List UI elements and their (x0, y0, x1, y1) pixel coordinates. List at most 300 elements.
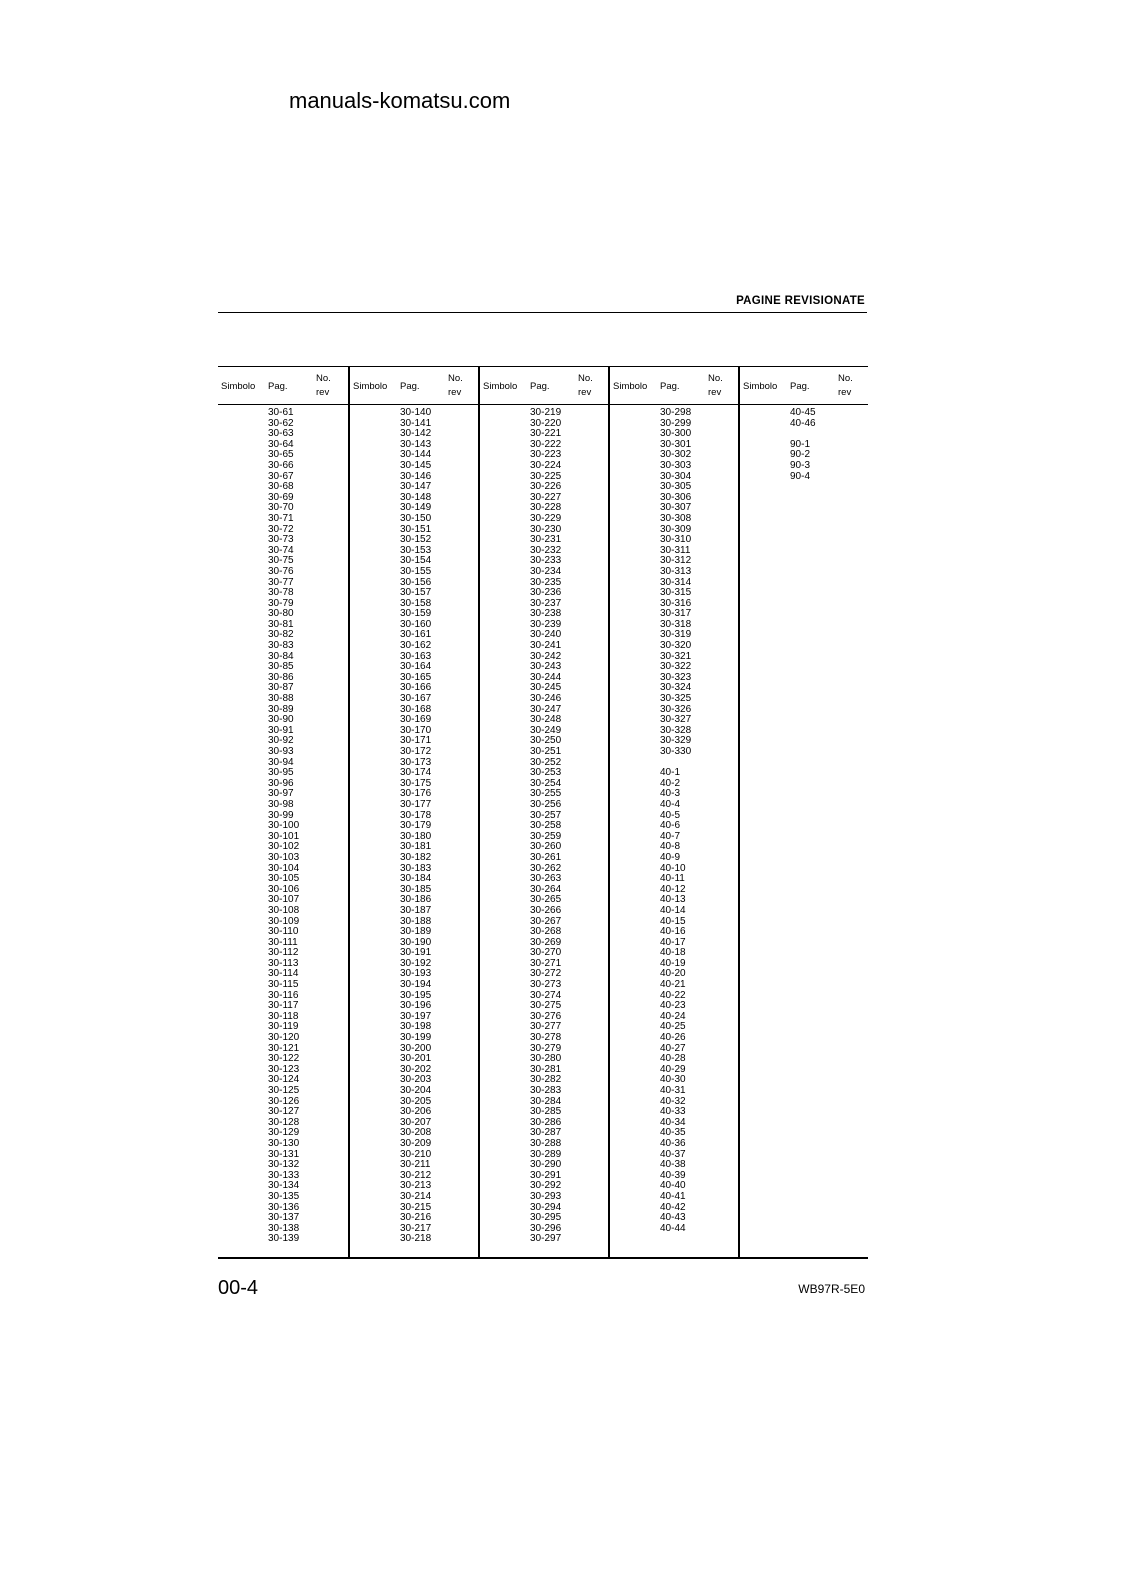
page-entry: 30-63 (268, 428, 294, 440)
page-entry: 30-77 (268, 576, 294, 588)
page-entry: 30-70 (268, 502, 294, 514)
page-entry: 30-150 (400, 512, 432, 524)
page-list (790, 408, 816, 482)
page-entry: 30-276 (530, 1010, 562, 1022)
page-entry: 30-254 (530, 777, 562, 789)
page-entry: 30-118 (268, 1010, 299, 1022)
page-entry: 30-226 (530, 481, 562, 493)
page-entry: 30-256 (530, 798, 562, 810)
header-rev-no: No. rev (838, 373, 853, 398)
page-entry: 30-328 (660, 724, 692, 736)
page-entry: 30-212 (400, 1169, 432, 1181)
page-entry: 30-136 (268, 1201, 300, 1213)
page-entry: 30-232 (530, 544, 562, 556)
page-entry: 30-227 (530, 491, 562, 503)
page-entry: 30-215 (400, 1201, 432, 1213)
page-entry: 30-236 (530, 587, 562, 599)
page-entry: 30-91 (268, 724, 294, 736)
page-entry: 30-89 (268, 703, 294, 715)
column-header (740, 367, 868, 405)
page-entry: 30-69 (268, 491, 294, 503)
page-entry: 30-106 (268, 883, 300, 895)
page-entry: 30-224 (530, 459, 562, 471)
page-entry: 30-248 (530, 714, 562, 726)
page-entry: 40-16 (660, 926, 686, 938)
page-entry: 30-166 (400, 682, 432, 694)
header-symbol: Simbolo (743, 381, 778, 392)
page-entry: 30-103 (268, 851, 300, 863)
page-entry: 30-293 (530, 1190, 562, 1202)
page-entry: 30-170 (400, 724, 432, 736)
page-entry: 40-32 (660, 1095, 686, 1107)
page-entry: 30-320 (660, 640, 692, 652)
page-entry: 30-98 (268, 798, 294, 810)
header-symbol: Simbolo (353, 381, 388, 392)
page-entry: 30-161 (400, 629, 432, 641)
page-entry: 30-213 (400, 1180, 432, 1192)
header-symbol: Simbolo (483, 381, 518, 392)
page-entry: 30-295 (530, 1212, 562, 1224)
page-entry: 30-134 (268, 1180, 300, 1192)
header-page: Pag. (268, 381, 288, 392)
page-entry: 30-237 (530, 597, 562, 609)
header-rev-no: No. rev (448, 373, 463, 398)
page-entry: 30-296 (530, 1222, 562, 1234)
page-entry: 30-292 (530, 1180, 562, 1192)
page-entry: 40-26 (660, 1032, 686, 1044)
page-entry: 30-327 (660, 714, 692, 726)
page-entry: 30-306 (660, 491, 692, 503)
page-entry: 40-17 (660, 936, 686, 948)
page-entry: 30-147 (400, 481, 432, 493)
page-entry: 30-78 (268, 587, 294, 599)
page-entry: 30-201 (400, 1053, 432, 1065)
page-entry: 30-164 (400, 661, 432, 673)
page-entry: 30-152 (400, 534, 432, 546)
page-entry: 30-151 (400, 523, 432, 535)
page-entry: 30-183 (400, 862, 432, 874)
page-entry: 30-180 (400, 830, 432, 842)
page-entry: 40-35 (660, 1127, 686, 1139)
page-entry: 30-316 (660, 597, 692, 609)
page-entry: 30-155 (400, 565, 432, 577)
page-entry: 30-182 (400, 851, 432, 863)
page-entry: 90-2 (790, 449, 811, 461)
page-entry: 30-210 (400, 1148, 432, 1160)
page-entry: 30-171 (400, 735, 432, 747)
page-entry: 30-284 (530, 1095, 562, 1107)
page-entry: 40-34 (660, 1116, 686, 1128)
page-entry: 30-262 (530, 862, 562, 874)
page-entry: 30-195 (400, 989, 432, 1001)
page-entry: 30-267 (530, 915, 562, 927)
table-column-3 (478, 367, 608, 1257)
page-entry: 30-204 (400, 1085, 432, 1096)
page-entry: 30-250 (530, 735, 562, 747)
page-entry: 30-287 (530, 1127, 562, 1139)
watermark: manuals-komatsu.com (289, 88, 511, 113)
header-symbol: Simbolo (613, 381, 648, 392)
page-entry: 40-27 (660, 1042, 686, 1054)
page-entry: 30-137 (268, 1212, 300, 1224)
page-entry: 40-36 (660, 1137, 686, 1149)
page-entry: 40-31 (660, 1085, 686, 1096)
page-entry: 30-311 (660, 544, 691, 556)
page-entry: 30-126 (268, 1095, 300, 1107)
page-entry: 30-68 (268, 481, 294, 493)
page-entry: 30-133 (268, 1169, 300, 1181)
page-entry: 30-119 (268, 1021, 299, 1033)
page-entry: 30-109 (268, 915, 300, 927)
page-entry: 30-241 (530, 640, 562, 652)
page-entry: 30-329 (660, 735, 692, 747)
page-entry: 30-308 (660, 512, 692, 524)
page-list (400, 408, 431, 1245)
page-entry: 30-263 (530, 873, 562, 885)
page-entry: 30-123 (268, 1063, 300, 1075)
page-entry: 30-242 (530, 650, 562, 662)
page-entry: 40-4 (660, 798, 681, 810)
page-entry: 30-125 (268, 1085, 300, 1096)
page-entry: 40-5 (660, 809, 681, 821)
page-entry: 30-252 (530, 756, 562, 768)
page-entry: 30-142 (400, 428, 432, 440)
page-entry: 30-211 (400, 1159, 431, 1171)
header-page: Pag. (660, 381, 680, 392)
page-entry: 30-86 (268, 671, 294, 683)
page-entry: 40-6 (660, 820, 681, 832)
page-list (660, 408, 691, 1234)
page-entry: 30-265 (530, 894, 562, 906)
page-entry: 30-239 (530, 618, 562, 630)
header-rev-no: No. rev (316, 373, 331, 398)
page-entry: 30-229 (530, 512, 562, 524)
page-entry: 30-291 (530, 1169, 562, 1181)
page-entry: 30-307 (660, 502, 692, 514)
page-entry: 40-24 (660, 1010, 686, 1022)
page-entry: 30-218 (400, 1233, 432, 1245)
page-entry: 30-159 (400, 608, 432, 620)
page-entry: 30-111 (268, 936, 298, 948)
page-entry: 30-247 (530, 703, 562, 715)
page-entry: 30-105 (268, 873, 300, 885)
page-entry: 30-130 (268, 1137, 300, 1149)
page-entry: 30-129 (268, 1127, 300, 1139)
page-entry: 30-323 (660, 671, 692, 683)
page-entry: 30-177 (400, 798, 432, 810)
page-entry: 30-192 (400, 957, 432, 969)
page-entry: 30-156 (400, 576, 432, 588)
page-entry: 30-259 (530, 830, 562, 842)
page-entry: 30-85 (268, 661, 294, 673)
page-entry: 30-260 (530, 841, 562, 853)
page-entry: 40-28 (660, 1053, 686, 1065)
page-entry: 30-273 (530, 979, 562, 991)
page-entry: 30-223 (530, 449, 562, 461)
page-entry: 30-205 (400, 1095, 432, 1107)
page-entry: 30-209 (400, 1137, 432, 1149)
column-header (350, 367, 478, 405)
page-entry: 30-174 (400, 767, 432, 779)
page-entry: 30-264 (530, 883, 562, 895)
page-entry: 30-168 (400, 703, 432, 715)
page-number: 00-4 (218, 1277, 259, 1299)
page-entry: 30-67 (268, 470, 294, 482)
page-entry: 30-321 (660, 650, 692, 662)
page-entry: 30-228 (530, 502, 562, 514)
page-entry: 30-290 (530, 1159, 562, 1171)
page-entry: 40-14 (660, 904, 686, 916)
page-entry: 30-214 (400, 1190, 432, 1202)
header-rev-no: No. rev (708, 373, 723, 398)
page-entry: 30-116 (268, 989, 299, 1001)
page-entry: 30-128 (268, 1116, 300, 1128)
page-entry: 30-235 (530, 576, 562, 588)
page-entry: 40-30 (660, 1074, 686, 1086)
page-entry: 40-12 (660, 883, 686, 895)
page-entry: 30-305 (660, 481, 692, 493)
page-entry: 30-61 (268, 407, 294, 418)
page-entry: 30-249 (530, 724, 562, 736)
page-entry: 30-80 (268, 608, 294, 620)
page-entry: 30-95 (268, 767, 294, 779)
page-entry: 40-15 (660, 915, 686, 927)
page-entry: 40-9 (660, 851, 681, 863)
page-entry: 40-29 (660, 1063, 686, 1075)
header-page: Pag. (530, 381, 550, 392)
page-entry: 30-138 (268, 1222, 300, 1234)
page-entry: 30-94 (268, 756, 294, 768)
page-entry: 30-65 (268, 449, 294, 461)
page-entry: 30-309 (660, 523, 692, 535)
page-entry: 30-96 (268, 777, 294, 789)
page-entry: 30-277 (530, 1021, 562, 1033)
page-entry: 30-271 (530, 957, 562, 969)
page-entry: 30-115 (268, 979, 299, 991)
page-entry: 30-188 (400, 915, 432, 927)
page-entry: 40-33 (660, 1106, 686, 1118)
page-entry: 30-108 (268, 904, 300, 916)
page-entry: 30-326 (660, 703, 692, 715)
page-entry: 30-92 (268, 735, 294, 747)
page-entry: 30-275 (530, 1000, 562, 1012)
page-entry: 30-297 (530, 1233, 562, 1245)
page-entry: 30-149 (400, 502, 432, 514)
page-entry: 30-84 (268, 650, 294, 662)
page-entry: 30-304 (660, 470, 692, 482)
page-entry: 30-135 (268, 1190, 300, 1202)
page-entry: 30-158 (400, 597, 432, 609)
page-entry: 30-169 (400, 714, 432, 726)
page-entry: 30-253 (530, 767, 562, 779)
page-entry: 30-200 (400, 1042, 432, 1054)
page-entry: 30-121 (268, 1042, 300, 1054)
page-entry: 30-199 (400, 1032, 432, 1044)
page-entry: 30-301 (660, 438, 692, 450)
page-entry: 30-278 (530, 1032, 562, 1044)
page-entry: 30-234 (530, 565, 562, 577)
page-entry: 30-163 (400, 650, 432, 662)
page-entry: 30-141 (400, 417, 432, 429)
page-entry: 40-40 (660, 1180, 686, 1192)
page-entry: 30-230 (530, 523, 562, 535)
page-entry: 40-11 (660, 873, 685, 885)
page-entry: 30-258 (530, 820, 562, 832)
page-entry: 30-272 (530, 968, 562, 980)
page-entry: 30-244 (530, 671, 562, 683)
page-entry: 30-302 (660, 449, 692, 461)
page-entry: 30-176 (400, 788, 432, 800)
page-entry: 30-124 (268, 1074, 300, 1086)
page-entry: 30-100 (268, 820, 300, 832)
page-entry: 40-10 (660, 862, 686, 874)
page-entry: 30-175 (400, 777, 432, 789)
header-page: Pag. (790, 381, 810, 392)
page-entry: 30-233 (530, 555, 562, 567)
page-entry: 30-186 (400, 894, 432, 906)
page-entry: 30-289 (530, 1148, 562, 1160)
page-entry: 30-114 (268, 968, 299, 980)
page-entry: 30-216 (400, 1212, 432, 1224)
page-entry: 30-82 (268, 629, 294, 641)
page-entry: 30-131 (268, 1148, 300, 1160)
page-entry: 30-266 (530, 904, 562, 916)
page-entry: 40-7 (660, 830, 681, 842)
page-entry: 90-1 (790, 438, 811, 450)
page-entry: 30-197 (400, 1010, 432, 1022)
page-entry: 30-314 (660, 576, 692, 588)
page-entry: 30-104 (268, 862, 300, 874)
page-entry: 30-269 (530, 936, 562, 948)
page-entry: 30-160 (400, 618, 432, 630)
page-entry: 30-238 (530, 608, 562, 620)
table-column-1 (218, 367, 348, 1257)
page-entry: 30-300 (660, 428, 692, 440)
page-entry: 30-71 (268, 512, 294, 524)
page-entry: 30-64 (268, 438, 294, 450)
page-entry: 30-198 (400, 1021, 432, 1033)
page-list (530, 408, 561, 1245)
column-header (610, 367, 738, 405)
page-entry: 30-282 (530, 1074, 562, 1086)
page-entry: 30-191 (400, 947, 432, 959)
page-entry: 30-79 (268, 597, 294, 609)
page-entry: 30-162 (400, 640, 432, 652)
page-entry: 30-102 (268, 841, 300, 853)
page-entry: 40-13 (660, 894, 686, 906)
page-entry: 30-221 (530, 428, 562, 440)
page-entry: 30-145 (400, 459, 432, 471)
column-header (480, 367, 608, 405)
table-column-2 (348, 367, 478, 1257)
page-entry: 30-207 (400, 1116, 432, 1128)
page-entry: 30-132 (268, 1159, 300, 1171)
page-entry: 40-46 (790, 417, 816, 429)
page-entry: 30-187 (400, 904, 432, 916)
page-entry: 30-110 (268, 926, 299, 938)
page-entry: 30-113 (268, 957, 299, 969)
page-entry: 30-231 (530, 534, 562, 546)
page-entry: 40-42 (660, 1201, 686, 1213)
page-entry: 30-330 (660, 746, 692, 757)
page-entry: 40-3 (660, 788, 681, 800)
page-entry: 30-73 (268, 534, 294, 546)
page-entry: 40-38 (660, 1159, 686, 1171)
table-column-4 (608, 367, 738, 1257)
page-entry: 40-45 (790, 407, 816, 418)
revised-pages-table (218, 366, 868, 1259)
page-entry: 40-41 (660, 1190, 686, 1202)
page-entry: 40-37 (660, 1148, 686, 1160)
page-entry: 30-288 (530, 1137, 562, 1149)
page-entry: 30-101 (268, 830, 300, 842)
page-entry: 30-167 (400, 693, 432, 705)
page-entry: 30-144 (400, 449, 432, 461)
page-entry: 30-219 (530, 407, 562, 418)
page-entry: 30-268 (530, 926, 562, 938)
page-entry: 30-62 (268, 417, 294, 429)
page-entry: 30-139 (268, 1233, 300, 1245)
page-entry: 30-72 (268, 523, 294, 535)
page-entry: 30-317 (660, 608, 692, 620)
page-entry: 30-208 (400, 1127, 432, 1139)
page-entry: 30-117 (268, 1000, 299, 1012)
model-code: WB97R-5E0 (798, 1282, 865, 1296)
page-entry: 30-190 (400, 936, 432, 948)
page-entry: 30-286 (530, 1116, 562, 1128)
page-entry: 30-202 (400, 1063, 432, 1075)
page-entry: 30-127 (268, 1106, 300, 1118)
page-entry: 30-310 (660, 534, 692, 546)
page-entry: 30-303 (660, 459, 692, 471)
page-entry: 30-222 (530, 438, 562, 450)
page-entry: 30-185 (400, 883, 432, 895)
page-entry: 30-294 (530, 1201, 562, 1213)
page-entry: 30-274 (530, 989, 562, 1001)
page-entry: 30-157 (400, 587, 432, 599)
page-entry: 30-193 (400, 968, 432, 980)
page-entry: 30-184 (400, 873, 432, 885)
page-entry: 30-203 (400, 1074, 432, 1086)
page-entry: 40-21 (660, 979, 686, 991)
page-entry: 30-165 (400, 671, 432, 683)
page-entry: 30-88 (268, 693, 294, 705)
page-entry: 30-81 (268, 618, 294, 630)
page-entry: 40-19 (660, 957, 686, 969)
column-header (218, 367, 348, 405)
page-entry: 30-217 (400, 1222, 432, 1234)
page-entry: 30-319 (660, 629, 692, 641)
header-rev-no: No. rev (578, 373, 593, 398)
page-list (268, 408, 299, 1245)
page-entry: 30-279 (530, 1042, 562, 1054)
page-entry: 30-245 (530, 682, 562, 694)
page-entry: 30-83 (268, 640, 294, 652)
header-symbol: Simbolo (221, 381, 256, 392)
page-entry: 30-318 (660, 618, 692, 630)
page-entry: 30-172 (400, 746, 432, 757)
page-entry: 30-283 (530, 1085, 562, 1096)
page-entry: 30-240 (530, 629, 562, 641)
page-entry: 40-18 (660, 947, 686, 959)
page-entry: 30-220 (530, 417, 562, 429)
page-entry: 30-154 (400, 555, 432, 567)
page-entry: 30-312 (660, 555, 692, 567)
page-entry: 30-66 (268, 459, 294, 471)
page-entry: 30-325 (660, 693, 692, 705)
page-entry: 30-122 (268, 1053, 300, 1065)
page-entry: 30-246 (530, 693, 562, 705)
